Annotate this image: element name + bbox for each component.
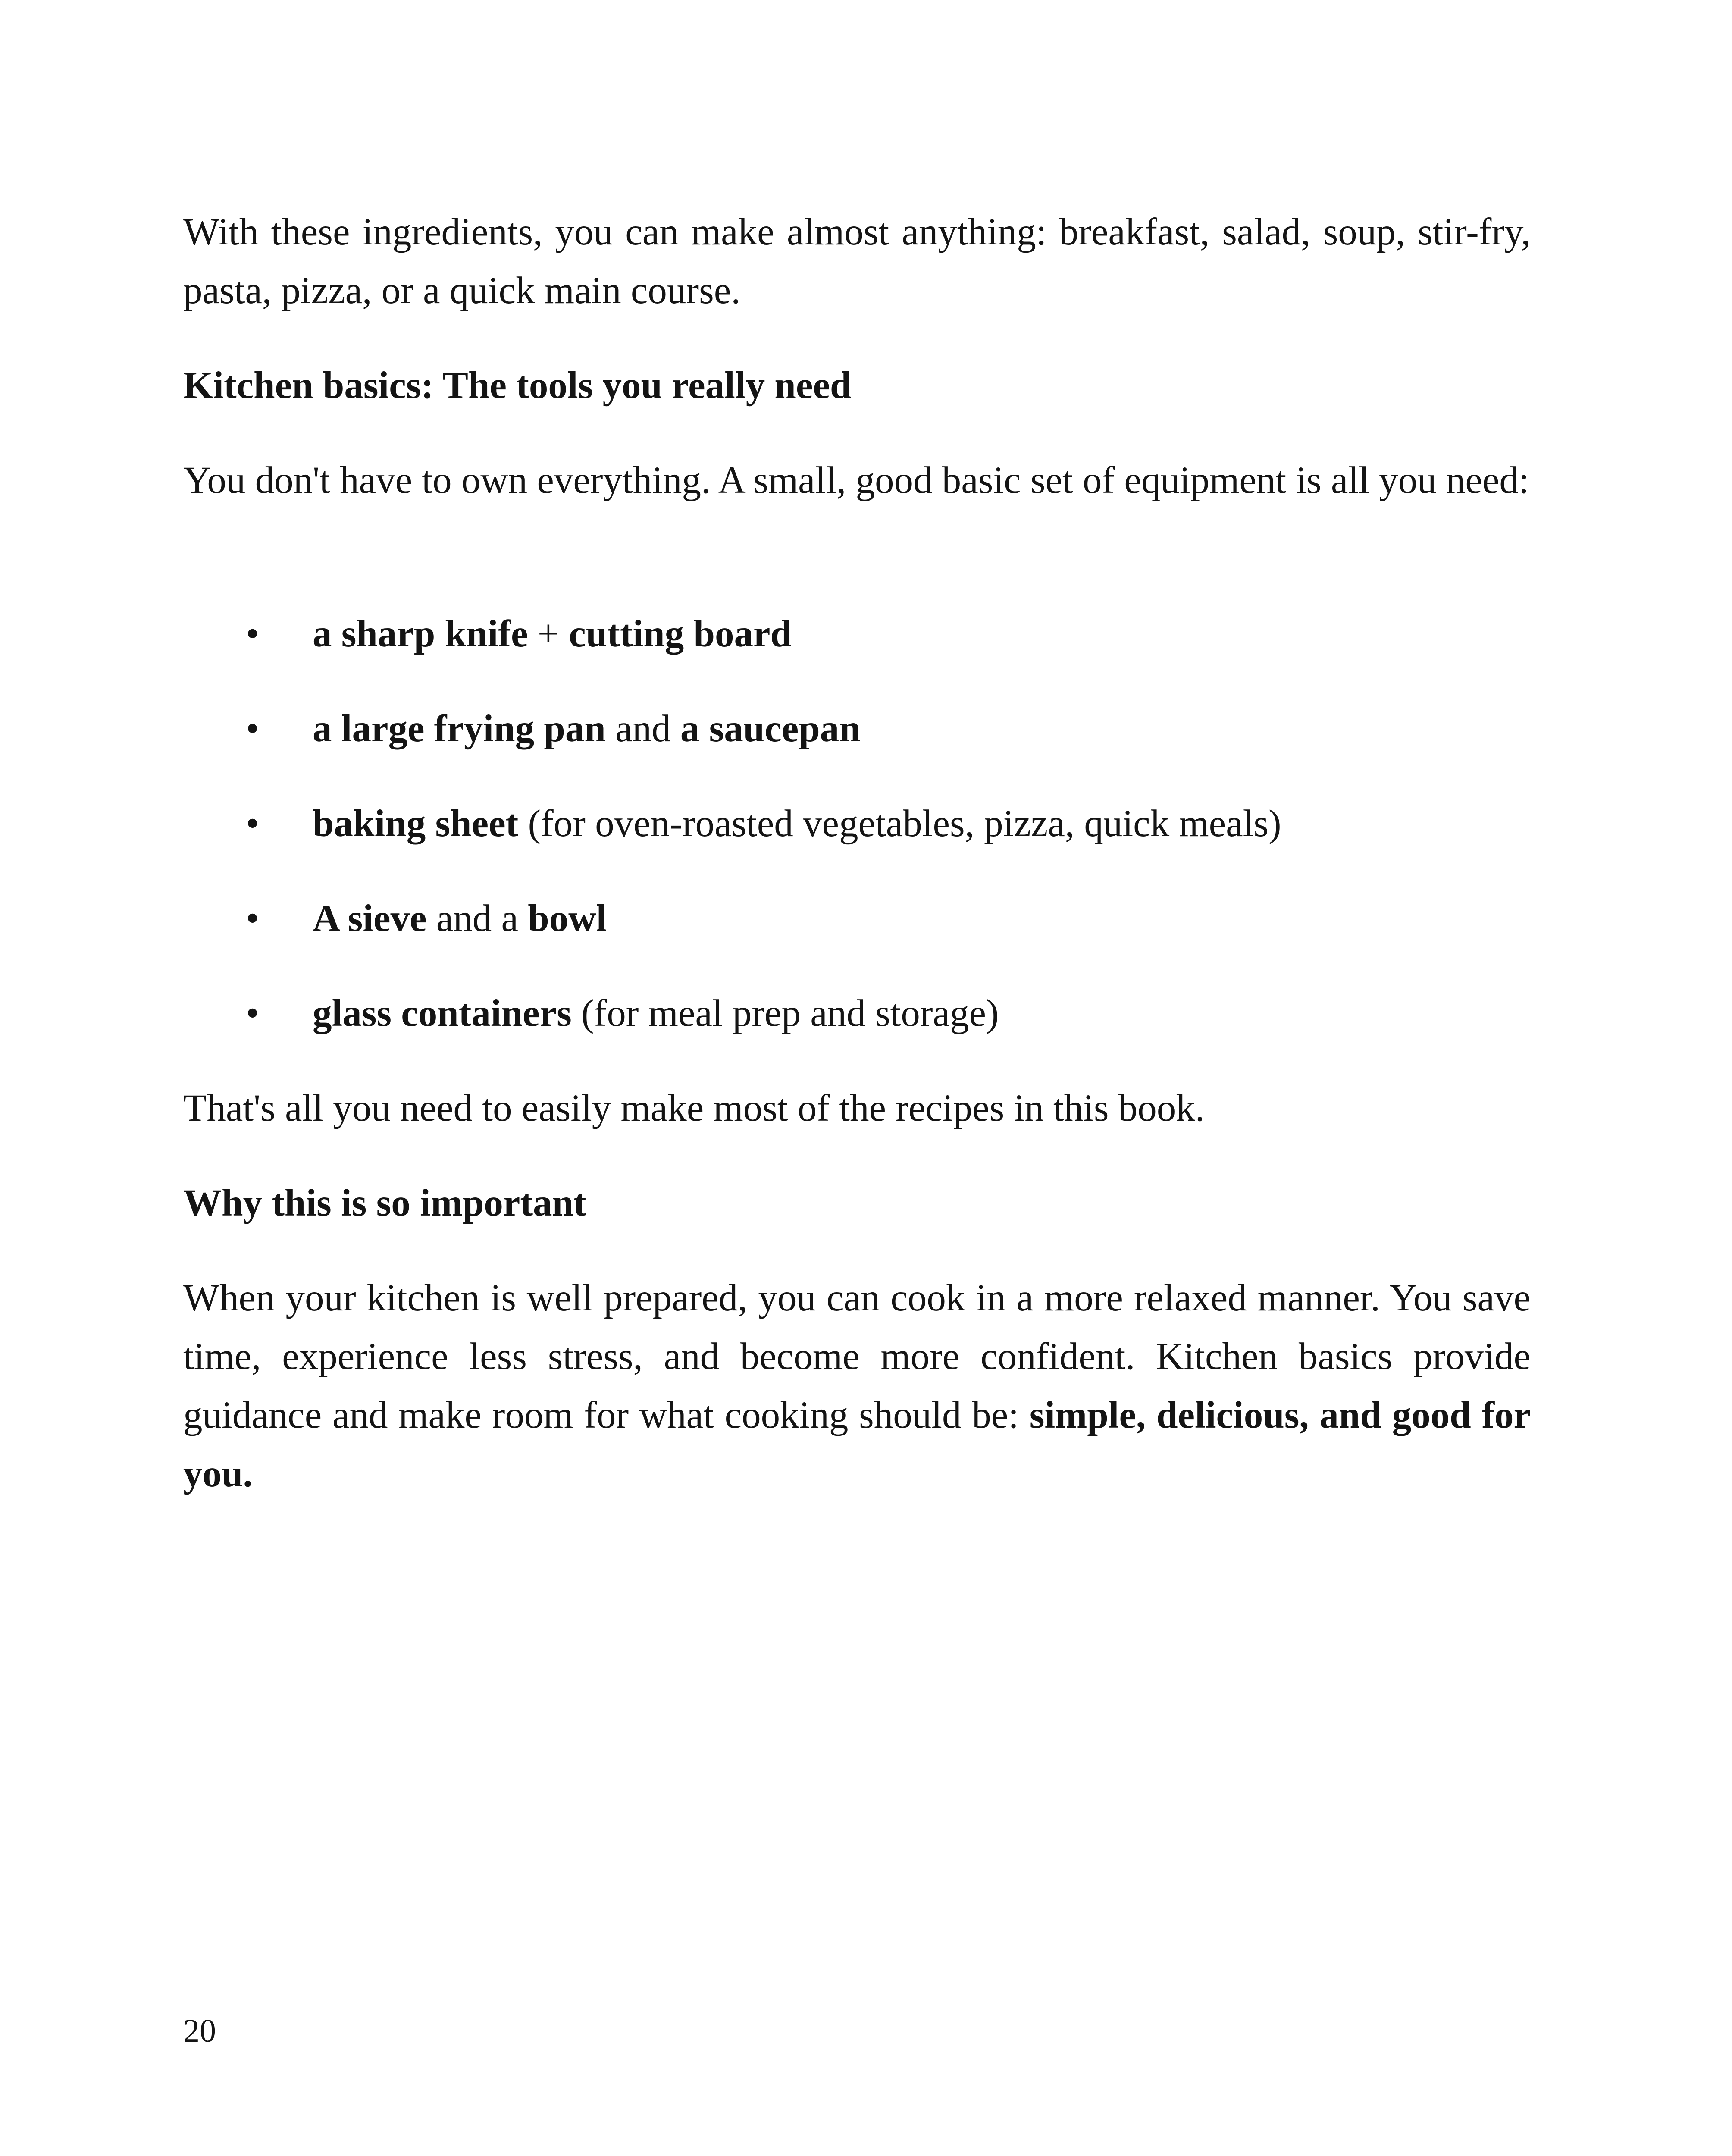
list-item-plain: and a xyxy=(426,897,528,940)
list-item-plain: (for oven-roasted vegetables, pizza, quick meals) xyxy=(518,802,1281,845)
bullet-icon: • xyxy=(246,897,260,940)
list-item-bold: baking sheet xyxy=(313,802,519,845)
list-item-bold: A sieve xyxy=(313,897,427,940)
list-item-text xyxy=(313,889,607,948)
why-paragraph-plain: When your kitchen is well prepared, you can cook in a more relaxed manner. You save time, experience less stress, and become more confident. Kitchen basics provide guidance and make room for what cooking should be: xyxy=(183,1277,1531,1436)
list-item-text xyxy=(313,699,861,758)
list-item-bold: bowl xyxy=(528,897,607,940)
list-item-bold: glass containers xyxy=(313,992,572,1034)
why-heading: Why this is so important xyxy=(183,1182,586,1224)
list-item-bold: a large frying pan xyxy=(313,708,606,750)
bullet-icon: • xyxy=(246,613,260,655)
list-item-text xyxy=(313,984,999,1043)
list-item-text xyxy=(313,794,1281,853)
list-item-bold: a sharp knife xyxy=(313,613,528,655)
list-item-plain: and xyxy=(605,708,680,750)
bullet-icon: • xyxy=(246,708,260,750)
tools-intro-paragraph: You don't have to own everything. A small, good basic set of equipment is all you need: xyxy=(183,459,1529,501)
why-paragraph-bold: simple, delicious, and good for you. xyxy=(183,1394,1531,1495)
why-paragraph xyxy=(183,1269,1531,1503)
list-item-bold: a saucepan xyxy=(680,708,861,750)
bullet-icon: • xyxy=(246,992,260,1034)
list-item-bold: cutting board xyxy=(569,613,792,655)
tools-heading: Kitchen basics: The tools you really need xyxy=(183,364,852,407)
tools-outro-paragraph: That's all you need to easily make most of the recipes in this book. xyxy=(183,1087,1205,1129)
page-number: 20 xyxy=(183,2013,216,2049)
list-item-plain: (for meal prep and storage) xyxy=(571,992,999,1034)
intro-paragraph: With these ingredients, you can make almost anything: breakfast, salad, soup, stir-fry, pasta, pizza, or a quick main course. xyxy=(183,211,1531,312)
list-item-text xyxy=(313,605,792,663)
bullet-icon: • xyxy=(246,802,260,845)
list-item-plain: + xyxy=(528,613,569,655)
